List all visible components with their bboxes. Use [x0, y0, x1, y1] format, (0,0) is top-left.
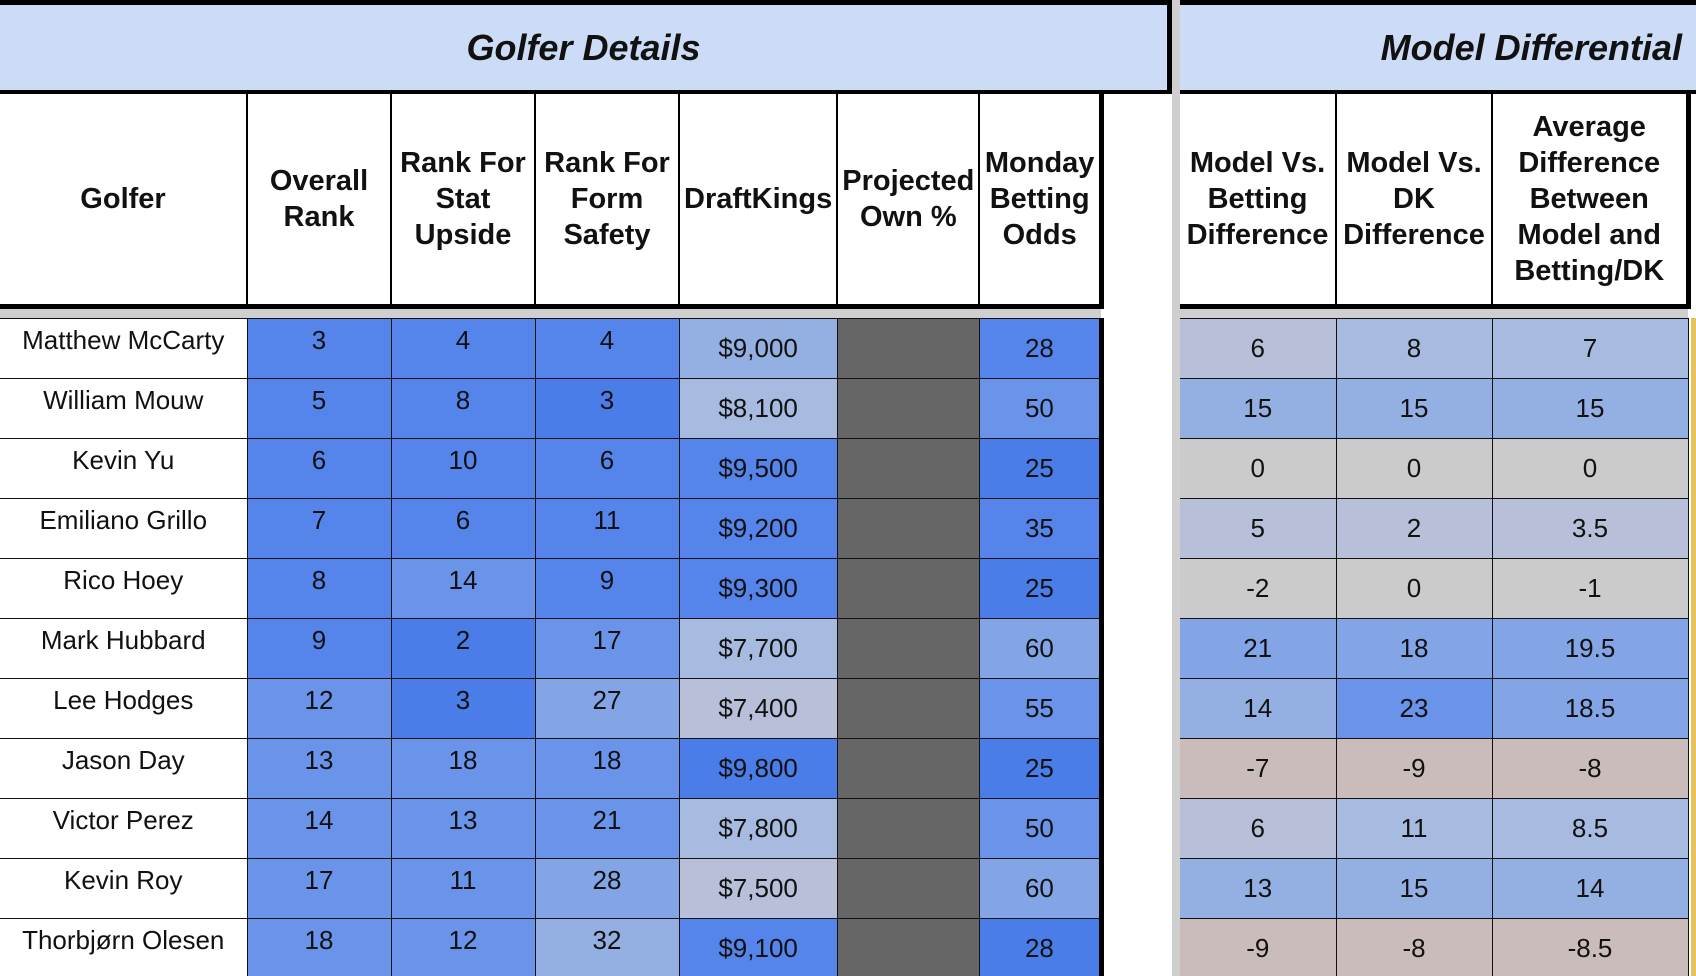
overall-rank-cell[interactable]: 18: [247, 918, 391, 976]
draftkings-salary-cell[interactable]: $7,700: [679, 618, 837, 678]
golfer-name[interactable]: Victor Perez: [0, 798, 247, 858]
stat-upside-cell[interactable]: 3: [391, 678, 535, 738]
projected-own-cell[interactable]: [837, 318, 979, 378]
projected-own-cell[interactable]: [837, 918, 979, 976]
table-row: [0, 918, 1101, 976]
betting-odds-cell[interactable]: 25: [979, 558, 1101, 618]
model-vs-betting-cell[interactable]: 0: [1180, 438, 1336, 498]
betting-odds-cell[interactable]: 50: [979, 378, 1101, 438]
model-differential-pane: [1180, 0, 1696, 976]
draftkings-salary-cell[interactable]: $9,800: [679, 738, 837, 798]
projected-own-cell[interactable]: [837, 618, 979, 678]
model-vs-betting-cell[interactable]: 5: [1180, 498, 1336, 558]
table-row: [0, 798, 1101, 858]
golfer-name[interactable]: Rico Hoey: [0, 558, 247, 618]
projected-own-cell[interactable]: [837, 498, 979, 558]
model-vs-betting-cell[interactable]: 6: [1180, 798, 1336, 858]
draftkings-salary-cell[interactable]: $9,200: [679, 498, 837, 558]
model-vs-betting-cell[interactable]: 21: [1180, 618, 1336, 678]
projected-own-cell[interactable]: [837, 858, 979, 918]
stat-upside-cell[interactable]: 8: [391, 378, 535, 438]
draftkings-salary-cell[interactable]: $9,300: [679, 558, 837, 618]
overall-rank-cell[interactable]: 8: [247, 558, 391, 618]
golfer-name[interactable]: Jason Day: [0, 738, 247, 798]
golfer-name[interactable]: Kevin Roy: [0, 858, 247, 918]
overall-rank-cell[interactable]: 6: [247, 438, 391, 498]
golfer-name[interactable]: William Mouw: [0, 378, 247, 438]
header-stat-upside[interactable]: Rank For Stat Upside: [391, 94, 535, 306]
table-row: [0, 498, 1101, 558]
model-vs-betting-cell[interactable]: 6: [1180, 318, 1336, 378]
model-vs-dk-cell[interactable]: 23: [1336, 678, 1492, 738]
model-vs-dk-cell[interactable]: -8: [1336, 918, 1492, 976]
header-model-vs-betting[interactable]: Model Vs. Betting Difference: [1180, 94, 1336, 306]
model-vs-dk-cell[interactable]: 15: [1336, 378, 1492, 438]
form-safety-cell[interactable]: 32: [535, 918, 679, 976]
average-difference-cell[interactable]: 15: [1492, 378, 1688, 438]
pane-divider: [1172, 0, 1180, 976]
model-vs-dk-cell[interactable]: 18: [1336, 618, 1492, 678]
table-row: [0, 318, 1101, 378]
table-row: [1180, 738, 1688, 798]
overall-rank-cell[interactable]: 9: [247, 618, 391, 678]
average-difference-cell[interactable]: -8: [1492, 738, 1688, 798]
model-vs-betting-cell[interactable]: 13: [1180, 858, 1336, 918]
stat-upside-cell[interactable]: 2: [391, 618, 535, 678]
model-vs-dk-cell[interactable]: 2: [1336, 498, 1492, 558]
form-safety-cell[interactable]: 18: [535, 738, 679, 798]
model-vs-dk-cell[interactable]: -9: [1336, 738, 1492, 798]
model-differential-table: [1180, 94, 1691, 976]
stat-upside-cell[interactable]: 4: [391, 318, 535, 378]
model-vs-dk-cell[interactable]: 11: [1336, 798, 1492, 858]
betting-odds-cell[interactable]: 60: [979, 858, 1101, 918]
average-difference-cell[interactable]: 0: [1492, 438, 1688, 498]
stat-upside-cell[interactable]: 10: [391, 438, 535, 498]
form-safety-cell[interactable]: 17: [535, 618, 679, 678]
stat-upside-cell[interactable]: 6: [391, 498, 535, 558]
average-difference-cell[interactable]: -8.5: [1492, 918, 1688, 976]
form-safety-cell[interactable]: 27: [535, 678, 679, 738]
column-edge: [1691, 318, 1696, 976]
overall-rank-cell[interactable]: 12: [247, 678, 391, 738]
form-safety-cell[interactable]: 11: [535, 498, 679, 558]
projected-own-cell[interactable]: [837, 678, 979, 738]
header-model-vs-dk[interactable]: Model Vs. DK Difference: [1336, 94, 1492, 306]
table-row: [1180, 318, 1688, 378]
table-row: [0, 438, 1101, 498]
stat-upside-cell[interactable]: 13: [391, 798, 535, 858]
table-row: [1180, 618, 1688, 678]
form-safety-cell[interactable]: 4: [535, 318, 679, 378]
betting-odds-cell[interactable]: 28: [979, 318, 1101, 378]
model-differential-header: Model Differential: [1180, 0, 1696, 94]
golfer-name[interactable]: Thorbjørn Olesen: [0, 918, 247, 976]
model-vs-betting-cell[interactable]: 15: [1180, 378, 1336, 438]
header-golfer[interactable]: Golfer: [0, 94, 247, 306]
form-safety-cell[interactable]: 28: [535, 858, 679, 918]
form-safety-cell[interactable]: 3: [535, 378, 679, 438]
table-row: [0, 558, 1101, 618]
table-row: [0, 378, 1101, 438]
average-difference-cell[interactable]: -1: [1492, 558, 1688, 618]
overall-rank-cell[interactable]: 17: [247, 858, 391, 918]
stat-upside-cell[interactable]: 18: [391, 738, 535, 798]
overall-rank-cell[interactable]: 14: [247, 798, 391, 858]
table-row: [1180, 918, 1688, 976]
stat-upside-cell[interactable]: 14: [391, 558, 535, 618]
table-row: [1180, 858, 1688, 918]
overall-rank-cell[interactable]: 13: [247, 738, 391, 798]
table-row: [1180, 438, 1688, 498]
betting-odds-cell[interactable]: 35: [979, 498, 1101, 558]
projected-own-cell[interactable]: [837, 798, 979, 858]
form-safety-cell[interactable]: 9: [535, 558, 679, 618]
table-row: [0, 678, 1101, 738]
table-row: [0, 738, 1101, 798]
table-row: [1180, 378, 1688, 438]
average-difference-cell[interactable]: 14: [1492, 858, 1688, 918]
model-vs-betting-cell[interactable]: -7: [1180, 738, 1336, 798]
stat-upside-cell[interactable]: 12: [391, 918, 535, 976]
betting-odds-cell[interactable]: 25: [979, 438, 1101, 498]
betting-odds-cell[interactable]: 50: [979, 798, 1101, 858]
average-difference-cell[interactable]: 7: [1492, 318, 1688, 378]
model-vs-dk-cell[interactable]: 8: [1336, 318, 1492, 378]
table-row: [0, 858, 1101, 918]
overall-rank-cell[interactable]: 5: [247, 378, 391, 438]
table-row: [1180, 498, 1688, 558]
table-row: [1180, 558, 1688, 618]
draftkings-salary-cell[interactable]: $9,000: [679, 318, 837, 378]
projected-own-cell[interactable]: [837, 438, 979, 498]
header-average-difference[interactable]: Average Difference Between Model and Betting/DK: [1492, 94, 1688, 306]
golfer-name[interactable]: Matthew McCarty: [0, 318, 247, 378]
draftkings-salary-cell[interactable]: $7,500: [679, 858, 837, 918]
header-draftkings[interactable]: DraftKings: [679, 94, 837, 306]
average-difference-cell[interactable]: 8.5: [1492, 798, 1688, 858]
projected-own-cell[interactable]: [837, 738, 979, 798]
header-betting-odds[interactable]: Monday Betting Odds: [979, 94, 1101, 306]
model-vs-betting-cell[interactable]: 14: [1180, 678, 1336, 738]
average-difference-cell[interactable]: 3.5: [1492, 498, 1688, 558]
table-row: [0, 618, 1101, 678]
golfer-name[interactable]: Kevin Yu: [0, 438, 247, 498]
golfer-name[interactable]: Emiliano Grillo: [0, 498, 247, 558]
betting-odds-cell[interactable]: 60: [979, 618, 1101, 678]
betting-odds-cell[interactable]: 28: [979, 918, 1101, 976]
header-form-safety[interactable]: Rank For Form Safety: [535, 94, 679, 306]
golfer-name[interactable]: Mark Hubbard: [0, 618, 247, 678]
projected-own-cell[interactable]: [837, 558, 979, 618]
betting-odds-cell[interactable]: 55: [979, 678, 1101, 738]
golfer-details-table: [0, 94, 1104, 976]
model-vs-betting-cell[interactable]: -2: [1180, 558, 1336, 618]
average-difference-cell[interactable]: 18.5: [1492, 678, 1688, 738]
draftkings-salary-cell[interactable]: $9,100: [679, 918, 837, 976]
projected-own-cell[interactable]: [837, 378, 979, 438]
model-vs-dk-cell[interactable]: 0: [1336, 558, 1492, 618]
model-vs-dk-cell[interactable]: 15: [1336, 858, 1492, 918]
golfer-details-header: Golfer Details: [0, 0, 1172, 94]
draftkings-salary-cell[interactable]: $7,800: [679, 798, 837, 858]
golfer-name[interactable]: Lee Hodges: [0, 678, 247, 738]
overall-rank-cell[interactable]: 3: [247, 318, 391, 378]
table-row: [1180, 798, 1688, 858]
header-projected-own[interactable]: Projected Own %: [837, 94, 979, 306]
draftkings-salary-cell[interactable]: $9,500: [679, 438, 837, 498]
model-vs-dk-cell[interactable]: 0: [1336, 438, 1492, 498]
table-row: [1180, 678, 1688, 738]
form-safety-cell[interactable]: 21: [535, 798, 679, 858]
betting-odds-cell[interactable]: 25: [979, 738, 1101, 798]
draftkings-salary-cell[interactable]: $8,100: [679, 378, 837, 438]
average-difference-cell[interactable]: 19.5: [1492, 618, 1688, 678]
model-vs-betting-cell[interactable]: -9: [1180, 918, 1336, 976]
form-safety-cell[interactable]: 6: [535, 438, 679, 498]
stat-upside-cell[interactable]: 11: [391, 858, 535, 918]
draftkings-salary-cell[interactable]: $7,400: [679, 678, 837, 738]
header-overall-rank[interactable]: Overall Rank: [247, 94, 391, 306]
overall-rank-cell[interactable]: 7: [247, 498, 391, 558]
